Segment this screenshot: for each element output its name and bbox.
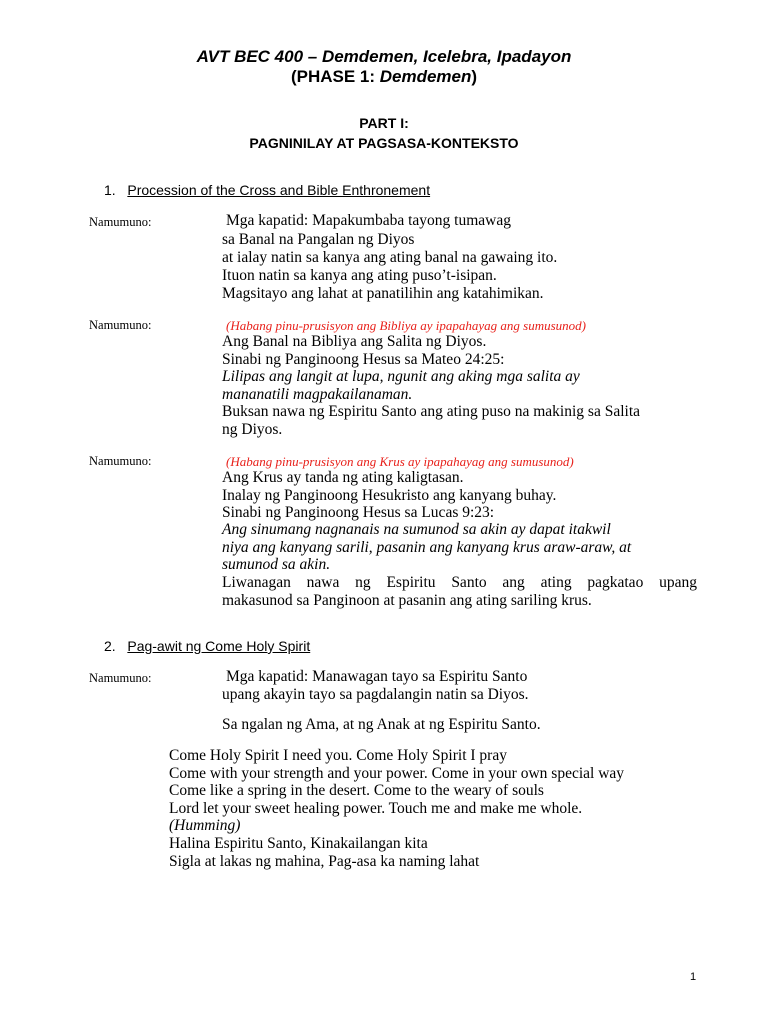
scripture-quote: Lilipas ang langit at lupa, ngunit ang aking mga salita ay xyxy=(222,368,580,385)
text-line: Sa ngalan ng Ama, at ng Anak at ng Espiritu Santo. xyxy=(222,716,541,733)
text-line: at ialay natin sa kanya ang ating banal na gawaing ito. xyxy=(222,249,558,266)
speaker-label: Namumuno: xyxy=(89,215,152,229)
subtitle-suffix: ) xyxy=(471,67,478,86)
text-line: Mga kapatid: Mapakumbaba tayong tumawag xyxy=(226,212,511,229)
page-number: 1 xyxy=(690,971,697,983)
document-subtitle xyxy=(0,67,768,87)
text-line: Inalay ng Panginoong Hesukristo ang kanyang buhay. xyxy=(222,487,557,504)
subtitle-phase-name: Demdemen xyxy=(379,67,472,86)
text-line: upang akayin tayo sa pagdalangin natin sa Diyos. xyxy=(222,686,529,703)
part-label: PART I: xyxy=(359,115,409,131)
subtitle-prefix: (PHASE 1: xyxy=(290,67,380,86)
text-line: ng Diyos. xyxy=(222,421,283,438)
text-line: Mga kapatid: Manawagan tayo sa Espiritu Santo xyxy=(226,668,528,685)
song-lyric-line: Come Holy Spirit I need you. Come Holy Spirit I pray xyxy=(169,747,507,764)
song-lyric-line: Halina Espiritu Santo, Kinakailangan kita xyxy=(169,835,428,852)
text-line: sa Banal na Pangalan ng Diyos xyxy=(222,231,415,248)
section-2-number: 2. xyxy=(104,638,116,654)
scripture-quote: niya ang kanyang sarili, pasanin ang kanyang krus araw-araw, at xyxy=(222,539,632,556)
stage-direction: (Habang pinu-prusisyon ang Krus ay ipapahayag ang sumusunod) xyxy=(226,454,574,469)
scripture-quote: Ang sinumang nagnanais na sumunod sa akin ay dapat itakwil xyxy=(222,521,611,538)
song-lyric-line: Come like a spring in the desert. Come to the weary of souls xyxy=(169,782,544,799)
part-name: PAGNINILAY AT PAGSASA-KONTEKSTO xyxy=(249,135,519,151)
speaker-label: Namumuno: xyxy=(89,671,152,685)
text-line: Ituon natin sa kanya ang ating puso’t-isipan. xyxy=(222,267,497,284)
scripture-quote: mananatili magpakailanaman. xyxy=(222,386,413,403)
song-lyric-line: Lord let your sweet healing power. Touch me and make me whole. xyxy=(169,800,583,817)
speaker-label: Namumuno: xyxy=(89,454,152,468)
document-title: AVT BEC 400 – Demdemen, Icelebra, Ipadayon xyxy=(196,47,572,66)
song-lyric-line: (Humming) xyxy=(169,817,241,834)
song-lyric-line: Sigla at lakas ng mahina, Pag-asa ka naming lahat xyxy=(169,853,480,870)
text-line: Ang Krus ay tanda ng ating kaligtasan. xyxy=(222,469,464,486)
text-line: Ang Banal na Bibliya ang Salita ng Diyos. xyxy=(222,333,487,350)
text-line: Buksan nawa ng Espiritu Santo ang ating puso na makinig sa Salita xyxy=(222,403,641,420)
section-1-heading xyxy=(104,182,430,198)
text-line: Magsitayo ang lahat at panatilihin ang katahimikan. xyxy=(222,285,544,302)
section-2-heading xyxy=(104,638,310,654)
speaker-label: Namumuno: xyxy=(89,318,152,332)
text-line: Sinabi ng Panginoong Hesus sa Lucas 9:23: xyxy=(222,504,495,521)
stage-direction: (Habang pinu-prusisyon ang Bibliya ay ipapahayag ang sumusunod) xyxy=(226,318,587,333)
scripture-quote: sumunod sa akin. xyxy=(222,556,331,573)
text-line: makasunod sa Panginoon at pasanin ang ating sariling krus. xyxy=(222,592,592,609)
text-line: Liwanagan nawa ng Espiritu Santo ang ating pagkatao upang xyxy=(222,574,697,591)
text-line: Sinabi ng Panginoong Hesus sa Mateo 24:25: xyxy=(222,351,505,368)
song-lyric-line: Come with your strength and your power. Come in your own special way xyxy=(169,765,625,782)
section-2-title: Pag-awit ng Come Holy Spirit xyxy=(127,638,311,654)
section-1-number: 1. xyxy=(104,182,116,198)
section-1-title: Procession of the Cross and Bible Enthronement xyxy=(127,182,431,198)
